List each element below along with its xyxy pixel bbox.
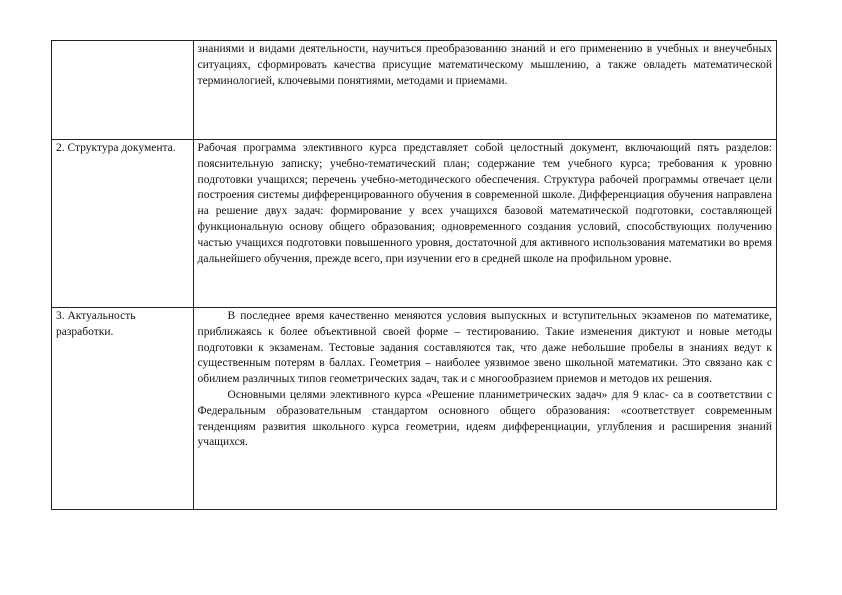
table-row	[52, 308, 777, 510]
row-content-cell	[193, 308, 776, 510]
row-label-cell	[52, 41, 194, 140]
row-content-cell	[193, 140, 776, 308]
row-paragraph: В последнее время качественно меняются условия выпускных и вступительных экзаменов по математике, приближаясь к более объективной своей форме – тестированию. Такие изменения диктуют и новые методы подготовки к экзаменам. Тестовые задания составляются так, что даже небольшие пробелы в знаниях ведут к существенным потерям в баллах. Геометрия – наиболее уязвимое звено школьной математики. Это связано как с обилием различных типов геометрических задач, так и с многообразием приемов и методов их решения.	[197, 310, 772, 386]
row-label-cell	[52, 140, 194, 308]
table-row	[52, 140, 777, 308]
row-paragraph: Рабочая программа элективного курса представляет собой целостный документ, включающий пять разделов: пояснительную записку; учебно-тематический план; содержание тем учебного курса; требования к уровню подготовки учащихся; перечень учебно-методического обеспечения. Структура рабочей программы отвечает цели построения системы дифференцированного обучения в современной школе. Дифференциация обучения направлена на решение двух задач: формирование у всех учащихся базовой математической подготовки, составляющей функциональную основу общего образования; одновременного создания условий, способствующих получению частью учащихся подготовки повышенного уровня, достаточной для активного использования математики во время дальнейшего обучения, прежде всего, при изучении его в средней школе на профильном уровне.	[197, 142, 772, 265]
row-label: 2. Структура документа.	[56, 142, 176, 154]
program-description-table	[51, 40, 777, 510]
row-content-cell	[193, 41, 776, 140]
table-row	[52, 41, 777, 140]
row-paragraph: знаниями и видами деятельности, научиться преобразованию знаний и его применению в учебных и внеучебных ситуациях, сформировать качества присущие математическому мышлению, а также овладеть математической терминологией, ключевыми понятиями, методами и приемами.	[197, 43, 772, 87]
row-label: 3. Актуальность разработки.	[56, 310, 136, 338]
row-label-cell	[52, 308, 194, 510]
row-paragraph: Основными целями элективного курса «Решение планиметрических задач» для 9 клас- са в соответствии с Федеральным образовательным стандартом основного общего образования: «соответствует современным тенденциям развития школьного курса геометрии, идеям дифференциации, углубления и расширения знаний учащихся.	[197, 388, 772, 449]
